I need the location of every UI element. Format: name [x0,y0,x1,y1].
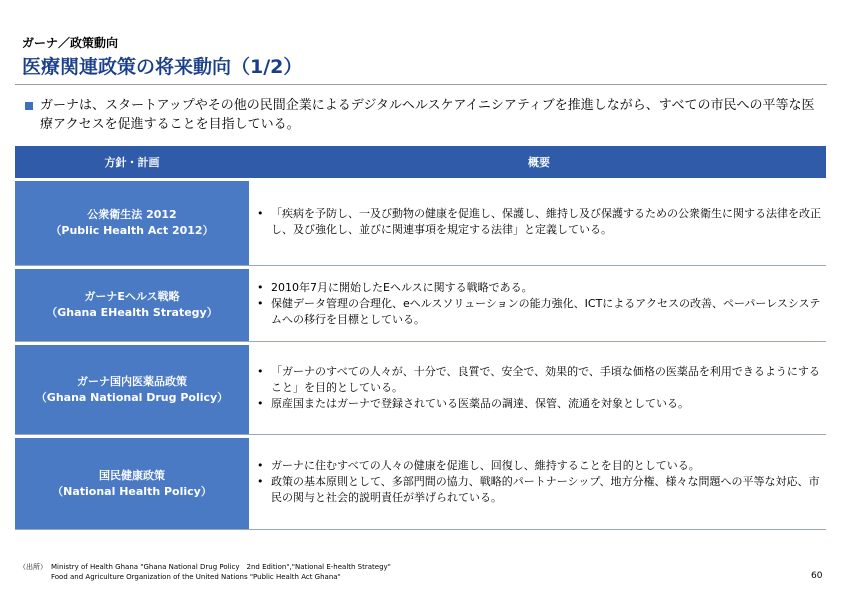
table-row [15,435,826,530]
list-item: • 「ガーナのすべての人々が、十分で、良質で、安全で、効果的で、手頃な価格の医薬品を利用できるようにすること」を目的としている。 [257,365,820,394]
bullet-icon: • [257,296,264,310]
policy-name-en: （Ghana National Drug Policy） [35,390,229,404]
list-item: • 政策の基本原則として、多部門間の協力、戦略的パートナーシップ、地方分権、様々な問題への平等な対応、市民の関与と社会的説明責任が挙げられている。 [257,475,820,504]
policy-name: ガーナ国内医薬品政策 [77,374,187,388]
table-row [15,178,826,266]
page-number: 60 [811,571,823,581]
list-item: • 「疾病を予防し、一及び動物の健康を促進し、保護し、維持し及び保護するための公衆衛生に関する法律を改正し、及び強化し、並びに関連事項を規定する法律」と定義している。 [257,206,821,236]
lead-text: ガーナは、スタートアップやその他の民間企業によるデジタルヘルスケアイニシアティブを推進しながら、すべての市民への平等な医療アクセスを促進することを目指している。 [40,98,815,132]
policy-name: 公衆衛生法 2012 [87,208,177,221]
bullet-icon: • [257,459,264,472]
policy-summary-cell [249,266,826,341]
policy-name-en: （National Health Policy） [52,484,212,498]
source-citation: Food and Agriculture Organization of the United Nations "Public Health Act Ghana" [51,573,341,581]
square-bullet-icon [25,102,33,110]
policy-table [15,146,826,530]
table-row [15,266,826,342]
policy-name-cell [15,266,249,341]
policy-name-en: （Ghana EHealth Strategy） [46,306,218,319]
source-label: （出所） [19,563,47,571]
list-item: • 2010年7月に開始したEヘルスに関する戦略である。 [257,280,533,294]
bullet-icon: • [257,206,264,220]
table-header [15,146,826,178]
policy-name-en: （Public Health Act 2012） [50,224,214,237]
policy-name-cell [15,342,249,434]
list-item: • 原産国またはガーナで登録されている医薬品の調達、保管、流通を対象としている。 [257,397,689,410]
breadcrumb: ガーナ／政策動向 [22,36,119,50]
policy-name: 国民健康政策 [99,468,165,482]
policy-summary-cell [249,178,826,265]
list-item: • ガーナに住むすべての人々の健康を促進し、回復し、維持することを目的としている。 [257,459,700,472]
bullet-icon: • [257,365,264,378]
bullet-icon: • [257,475,264,488]
policy-name-cell [15,178,249,265]
bullet-icon: • [257,397,264,410]
policy-name-cell [15,435,249,529]
title-divider [15,84,827,85]
column-header-summary: 概要 [252,146,826,178]
bullet-icon: • [257,280,264,294]
column-header-policy: 方針・計画 [15,146,249,178]
list-item: • 保健データ管理の合理化、eヘルスソリューションの能力強化、ICTによるアクセスの改善、ペーパーレスシステムへの移行を目標としている。 [257,296,821,326]
page-title: 医療関連政策の将来動向（1/2） [22,56,303,78]
policy-name: ガーナEヘルス戦略 [84,290,180,303]
source-citation: Ministry of Health Ghana "Ghana National Drug Policy 2nd Edition","National E-health Strategy" [51,563,391,571]
policy-summary-cell [249,435,826,529]
table-row [15,342,826,435]
policy-summary-cell [249,342,826,434]
